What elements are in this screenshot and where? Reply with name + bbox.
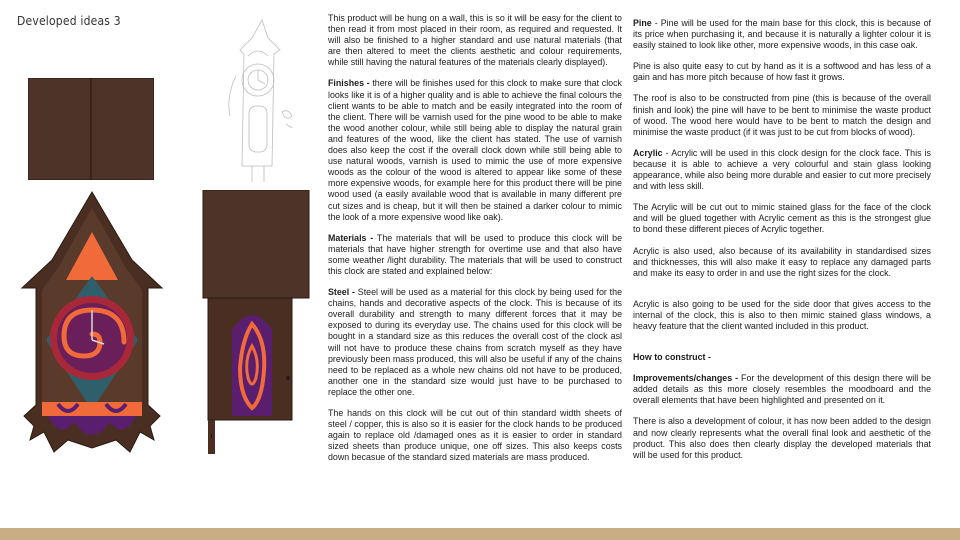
acrylic-paragraph-3: Acrylic is also used, also because of its availability in standardised sizes and thicknesses, this will also make it easy to replace any damaged parts and make its easy to order in and use the right sizes for the clock.: [633, 245, 931, 278]
finishes-text: there will be finishes used for this clock to make sure that clock looks like it is of a higher quality and is able to achieve the final colours the client wants to be able to match and be easily integrated into the room of the client. There will be varnish used for the pine wood to be able to make the wood another colour, while still being able to display the natural grain and features of the wood, like the client has stated. The use of varnish does also keep the cost if the overall clock down while still being able to use natural woods, varnish is used to mimic the use of more expensive woods as the colour of the wood is altered to appear like some of these more expensive woods, for example here for this product there will be pine wood used (a easily available wood that is available in many different pre cut sizes and is cheap, but it will then be stained a darker colour to mimic the look of a more expensive wood like oak).: [328, 78, 622, 222]
steel-paragraph: [328, 287, 622, 398]
finishes-heading: Finishes -: [328, 78, 370, 89]
page-title: Developed ideas 3: [17, 14, 121, 28]
acrylic-text: - Acrylic will be used in this clock design for the clock face. This is because it is able to achieve a very colourful and stain glass looking appearance, while also being more durable and easier to cut more precisely and with less skill.: [633, 147, 931, 192]
acrylic-paragraph-4: Acrylic is also going to be used for the side door that gives access to the internal of the clock, this is also to then mimic stained glass windows, a heavy feature that the client wanted included in this product.: [633, 298, 931, 331]
improvements-text: For the development of this design there will be added details as this more closely resembles the moodboard and the overall elements that have been highlighted and presented on it.: [633, 373, 931, 406]
hands-paragraph: The hands on this clock will be cut out of thin standard width sheets of steel / copper, this is also so it is easier for the clock hands to be produced again to replace old /damaged ones as it is easier to order in standard sized sheets than produce unique, one off sizes. This also keeps costs down becasue of the standard sized materials are mass produced.: [328, 408, 622, 463]
acrylic-paragraph-2: The Acrylic will be cut out to mimic stained glass for the face of the clock and will be glued together with Acrylic cement as this is the strongest glue to bond these different pieces of Acrylic together.: [633, 202, 931, 235]
intro-paragraph: This product will be hung on a wall, this is so it will be easy for the client to then read it from most placed in their room, as required and requested. It will also be finished to a higher standard and use natural materials (that are then altered to meet the clients aesthetic and colour requirements, while still having the natural features of the materials clearly displayed).: [328, 13, 622, 68]
materials-text: The materials that will be used to produce this clock will be materials that have higher strength for overtime use and that also have some weather /light durability. The materials that will be used to construct this clock are stated and explained below:: [328, 232, 623, 276]
footer-bar: [0, 528, 960, 540]
materials-paragraph: [328, 233, 622, 277]
improvements-heading: Improvements/changes -: [633, 373, 739, 384]
steel-heading: Steel -: [328, 287, 355, 298]
pine-paragraph-2: Pine is also quite easy to cut by hand as it is a softwood and has less of a gain and has more pitch because of how fast it grows.: [633, 61, 931, 83]
construct-heading: How to construct -: [633, 352, 711, 363]
improvements-paragraph: [633, 373, 931, 406]
pine-heading: Pine: [633, 18, 652, 28]
finishes-paragraph: [328, 78, 622, 222]
pine-paragraph: [633, 18, 931, 51]
roof-paragraph: The roof is also to be constructed from pine (this is because of the overall finish and look) the pine will have to be bent to minimise the waste product of wood. The wood here would have to be bent to match the design and minimise the waste product (if it was just to be cut from blocks of wood).: [633, 93, 931, 137]
clock-side-view: [200, 190, 312, 460]
cuckoo-clock-front: [12, 190, 172, 480]
clock-top-panel: [28, 78, 154, 180]
construct-paragraph: [633, 352, 931, 363]
description-column-1: [328, 13, 622, 473]
description-column-2: [633, 18, 931, 471]
pine-text: - Pine will be used for the main base for this clock, this is because of its price when purchasing it, and because it is naturally a lighter colour it is easily stained to look like other, more expensive woods, in this case oak.: [633, 18, 931, 51]
colour-paragraph: There is also a development of colour, it has now been added to the design and now clearly represents what the overall final look and aesthetic of the product. This also does then clearly display the developed materials that will be used for this product.: [633, 416, 931, 460]
acrylic-paragraph: [633, 148, 931, 192]
steel-text: Steel will be used as a material for this clock by being used for the chains, hands and decorative aspects of the clock. This is because of its overall durability and strength to many different forces that it may be exposed to during its everyday use. The chains used for this clock will be bought in a standard size as this reduces the overall cost of the clock asl will not have to produce these chains from scratch myself as they have previously been mass produced, this will also be useful if any of the chains need to be replaced as a whole new chains old not have to be produced, another one in the standard size would just have to be purchased to replace the other one.: [328, 287, 622, 397]
materials-heading: Materials -: [328, 232, 374, 243]
wall-clock-sketch: [222, 16, 304, 186]
acrylic-heading: Acrylic: [633, 147, 663, 158]
